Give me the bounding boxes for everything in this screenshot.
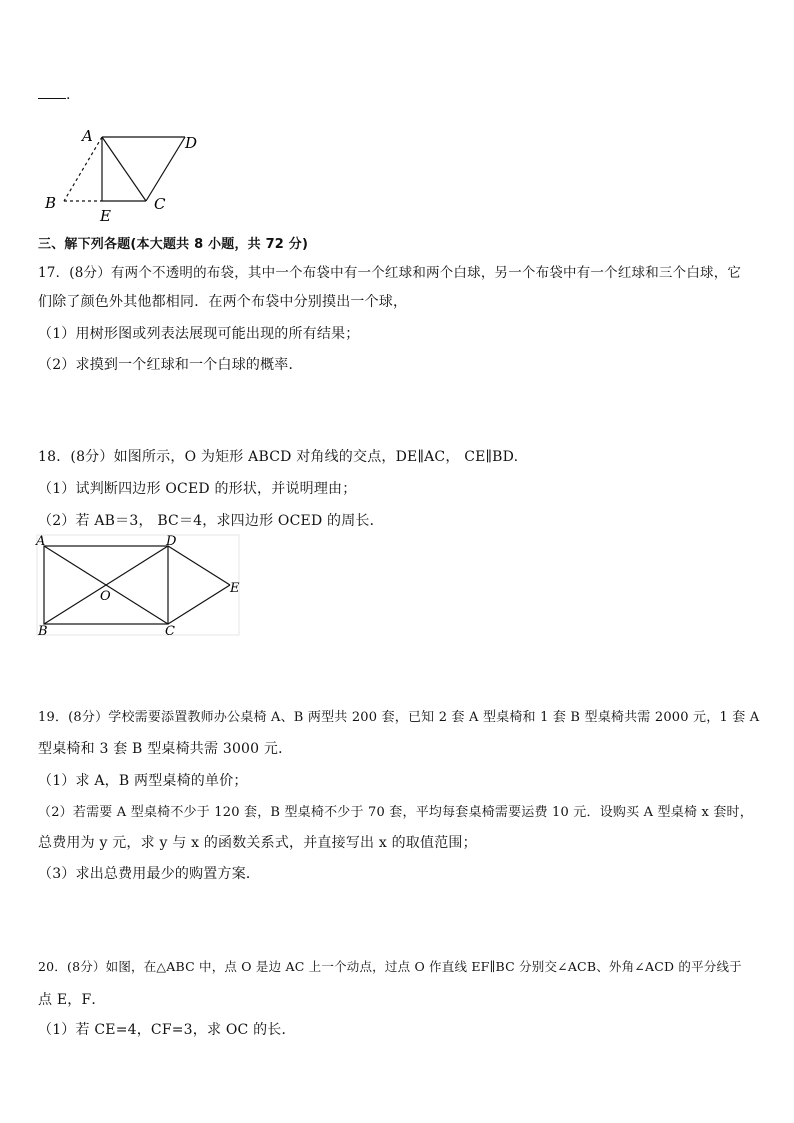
label-c: C [154,195,166,213]
label-b: B [45,194,57,212]
q19-part3: （3）求出总费用最少的购置方案． [38,866,261,882]
label-a: A [36,534,46,549]
label-b: B [38,624,48,639]
figure-2-rectangle [34,532,244,640]
q17-line2: 们除了颜色外其他都相同．在两个布袋中分别摸出一个球， [38,294,408,310]
q20-part1: （1）若 CE=4，CF=3，求 OC 的长． [38,1022,296,1038]
label-o: O [100,589,111,604]
label-e: E [100,207,111,225]
q18-line1: 18．(8分）如图所示，O 为矩形 ABCD 对角线的交点，DE∥AC， CE∥BD. [38,449,519,465]
figure-1-trapezoid [40,125,210,225]
label-a: A [82,127,93,145]
segment-ac [102,137,146,201]
segment-ab-dashed [64,137,102,201]
answer-blank [38,86,66,99]
figure-2-frame [37,535,239,635]
label-e: E [230,581,240,596]
label-c: C [165,624,175,639]
q20-line1: 20．(8分）如图，在△ABC 中，点 O 是边 AC 上一个动点，过点 O 作直线 EF∥BC 分别交∠ACB、外角∠ACD 的平分线于 [38,959,742,974]
q19-line1: 19．(8分）学校需要添置教师办公桌椅 A、B 两型共 200 套，已知 2 套 A 型桌椅和 1 套 B 型桌椅共需 2000 元，1 套 A [38,710,760,725]
label-d: D [185,134,198,152]
q17-line1: 17．(8分）有两个不透明的布袋，其中一个布袋中有一个红球和两个白球，另一个布袋中有一个红球和三个白球，它 [38,265,742,281]
answer-blank-line [38,86,71,103]
segment-de [168,546,230,585]
segment-ce [168,585,230,624]
q19-part1: （1）求 A，B 两型桌椅的单价； [38,773,248,789]
q20-line2: 点 E，F． [38,992,106,1008]
q17-part1: （1）用树形图或列表法展现可能出现的所有结果； [38,326,360,342]
q18-part1: （1）试判断四边形 OCED 的形状，并说明理由； [38,481,357,497]
answer-blank-period: . [66,87,71,103]
q17-part2: （2）求摸到一个红球和一个白球的概率． [38,357,303,373]
label-d: D [166,534,177,549]
q18-part2: （2）若 AB＝3， BC＝4，求四边形 OCED 的周长． [38,513,384,529]
q19-line2: 型桌椅和 3 套 B 型桌椅共需 3000 元． [38,741,293,757]
section-title: 三、解下列各题(本大题共 8 小题，共 72 分) [38,237,309,252]
q19-part2-line1: （2）若需要 A 型桌椅不少于 120 套，B 型桌椅不少于 70 套，平均每套桌椅需要运费 10 元．设购买 A 型桌椅 x 套时， [38,805,753,820]
segment-dc [146,137,185,201]
q19-part2-line2: 总费用为 y 元，求 y 与 x 的函数关系式，并直接写出 x 的取值范围； [38,835,477,851]
